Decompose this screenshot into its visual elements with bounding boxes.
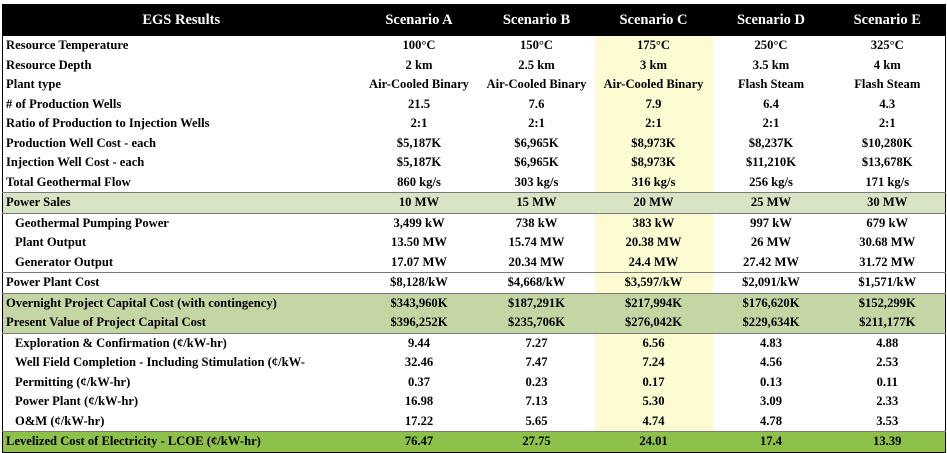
row-label: Permitting (¢/kW-hr) (15, 374, 131, 389)
cell-scenario-e: 4.3 (879, 96, 896, 111)
cell-scenario-c: $3,597/kW (595, 273, 713, 294)
cell-scenario-b: 27.75 (479, 432, 595, 453)
cell-scenario-e: 2:1 (878, 116, 896, 130)
cell-scenario-c: 2:1 (595, 114, 713, 134)
cell-scenario-a: 860 kg/s (397, 174, 441, 189)
cell-scenario-a: $8,128/kW (360, 273, 479, 294)
cell-scenario-d: 3.5 km (752, 57, 790, 72)
table-row (3, 273, 946, 294)
row-label: Geothermal Pumping Power (3, 213, 360, 233)
cell-scenario-c: 6.56 (595, 333, 713, 353)
cell-scenario-b: 7.47 (525, 355, 548, 369)
cell-scenario-e: 4.88 (830, 333, 946, 353)
cell-scenario-b: 738 kW (479, 213, 595, 233)
cell-scenario-a: 2:1 (410, 116, 428, 130)
cell-scenario-c: $8,973K (595, 134, 713, 154)
cell-scenario-e: 2.33 (876, 394, 899, 408)
cell-scenario-d: 4.56 (759, 355, 783, 369)
table-row (3, 193, 946, 214)
row-label: Power Plant (¢/kW-hr) (15, 394, 139, 408)
cell-scenario-d: $229,634K (713, 313, 830, 333)
cell-scenario-a: 9.44 (360, 333, 479, 353)
cell-scenario-e: $10,280K (861, 135, 913, 150)
cell-scenario-b: 15 MW (479, 193, 595, 214)
cell-scenario-a: $5,187K (396, 135, 442, 150)
header-scenario-d: Scenario D (713, 5, 830, 37)
cell-scenario-b: 20.34 MW (508, 254, 565, 269)
cell-scenario-e: $152,299K (830, 293, 946, 313)
cell-scenario-b: 5.65 (525, 413, 548, 428)
cell-scenario-c: 7.24 (595, 353, 713, 373)
table-body (3, 36, 946, 452)
cell-scenario-d: 3.09 (759, 394, 783, 408)
row-label: O&M (¢/kW-hr) (15, 413, 105, 428)
cell-scenario-c: $276,042K (595, 313, 713, 333)
cell-scenario-e: 4 km (873, 57, 901, 72)
cell-scenario-b: 7.6 (528, 96, 545, 111)
table-row (3, 134, 946, 154)
cell-scenario-d: 25 MW (713, 193, 830, 214)
cell-scenario-c: $217,994K (595, 293, 713, 313)
table-row (3, 95, 946, 115)
cell-scenario-c: 5.30 (595, 392, 713, 412)
row-label: Production Well Cost - each (6, 135, 156, 150)
row-label: Well Field Completion - Including Stimulation (¢/kW- (15, 355, 305, 369)
table-row (3, 75, 946, 95)
row-label: Plant type (6, 77, 61, 91)
table-row (3, 253, 946, 273)
cell-scenario-d: 26 MW (750, 235, 792, 249)
egs-results-table (2, 4, 946, 453)
row-label: # of Production Wells (6, 96, 122, 111)
row-label: Total Geothermal Flow (6, 174, 131, 189)
row-label: Power Sales (3, 193, 360, 214)
cell-scenario-e: 0.11 (876, 374, 898, 389)
row-label: Exploration & Confirmation (¢/kW-hr) (3, 333, 360, 353)
cell-scenario-c: 20.38 MW (595, 233, 713, 253)
row-label: Overnight Project Capital Cost (with contingency) (3, 293, 360, 313)
cell-scenario-c: 0.17 (595, 373, 713, 393)
cell-scenario-a: 32.46 (404, 355, 434, 369)
table-row (3, 432, 946, 453)
cell-scenario-b: $6,965K (514, 135, 559, 150)
cell-scenario-e: 679 kW (830, 213, 946, 233)
cell-scenario-c: 3 km (595, 56, 713, 76)
cell-scenario-b: $235,706K (479, 313, 595, 333)
table-row (3, 373, 946, 393)
row-label: Resource Depth (6, 57, 92, 72)
cell-scenario-d: 27.42 MW (743, 254, 799, 269)
cell-scenario-b: 150°C (519, 38, 554, 52)
cell-scenario-d: 4.78 (759, 413, 783, 428)
cell-scenario-a: 100°C (402, 38, 436, 52)
table-row (3, 333, 946, 353)
cell-scenario-a: 16.98 (404, 394, 434, 408)
table-row (3, 353, 946, 373)
cell-scenario-a: 17.22 (404, 413, 434, 428)
cell-scenario-a: 21.5 (407, 96, 431, 111)
cell-scenario-a: 0.37 (407, 374, 431, 389)
cell-scenario-c: 383 kW (595, 213, 713, 233)
cell-scenario-e: 171 kg/s (865, 174, 910, 189)
cell-scenario-b: 15.74 MW (508, 235, 565, 249)
cell-scenario-a: $396,252K (360, 313, 479, 333)
cell-scenario-c: 24.01 (595, 432, 713, 453)
cell-scenario-c: 20 MW (595, 193, 713, 214)
cell-scenario-d: $11,210K (745, 155, 797, 169)
row-label: Resource Temperature (6, 38, 129, 52)
cell-scenario-d: 17.4 (713, 432, 830, 453)
header-scenario-a: Scenario A (360, 5, 479, 37)
cell-scenario-a: 13.50 MW (391, 235, 447, 249)
cell-scenario-a: 17.07 MW (391, 254, 447, 269)
row-label: Power Plant Cost (3, 273, 360, 294)
cell-scenario-e: $13,678K (861, 155, 913, 169)
cell-scenario-a: 2 km (405, 57, 433, 72)
row-label: Levelized Cost of Electricity - LCOE (¢/kW-hr) (3, 432, 360, 453)
cell-scenario-a: 10 MW (360, 193, 479, 214)
table-row (3, 173, 946, 193)
cell-scenario-b: Air-Cooled Binary (486, 77, 587, 91)
table-row (3, 213, 946, 233)
cell-scenario-e: 30 MW (830, 193, 946, 214)
cell-scenario-b: 2.5 km (518, 57, 555, 72)
header-scenario-b: Scenario B (479, 5, 595, 37)
table-row (3, 412, 946, 432)
table-row (3, 36, 946, 56)
table-row (3, 392, 946, 412)
cell-scenario-a: 76.47 (360, 432, 479, 453)
cell-scenario-b: $4,668/kW (479, 273, 595, 294)
cell-scenario-e: Flash Steam (854, 77, 921, 91)
cell-scenario-d: 2:1 (762, 116, 780, 130)
cell-scenario-d: $8,237K (748, 135, 794, 150)
cell-scenario-b: 7.27 (479, 333, 595, 353)
row-label: Generator Output (15, 254, 114, 269)
row-label: Ratio of Production to Injection Wells (6, 116, 210, 130)
cell-scenario-c: $8,973K (595, 153, 713, 173)
header-row (3, 5, 946, 37)
cell-scenario-e: 325°C (870, 38, 904, 52)
cell-scenario-b: 0.23 (525, 374, 548, 389)
cell-scenario-e: 31.72 MW (859, 254, 916, 269)
table-row (3, 114, 946, 134)
cell-scenario-d: 997 kW (713, 213, 830, 233)
cell-scenario-d: $2,091/kW (713, 273, 830, 294)
table-row (3, 56, 946, 76)
cell-scenario-d: 0.13 (759, 374, 783, 389)
cell-scenario-a: $343,960K (360, 293, 479, 313)
cell-scenario-c: 175°C (595, 36, 713, 56)
cell-scenario-c: 316 kg/s (595, 173, 713, 193)
cell-scenario-b: $187,291K (479, 293, 595, 313)
cell-scenario-b: 7.13 (525, 394, 548, 408)
row-label: Present Value of Project Capital Cost (3, 313, 360, 333)
cell-scenario-d: 250°C (754, 38, 788, 52)
table-row (3, 313, 946, 333)
cell-scenario-c: 4.74 (595, 412, 713, 432)
cell-scenario-a: 3,499 kW (360, 213, 479, 233)
table-row (3, 233, 946, 253)
header-egs-results: EGS Results (3, 5, 360, 37)
cell-scenario-e: 3.53 (876, 413, 899, 428)
cell-scenario-e: $1,571/kW (830, 273, 946, 294)
cell-scenario-d: $176,620K (713, 293, 830, 313)
cell-scenario-e: 13.39 (830, 432, 946, 453)
header-scenario-c: Scenario C (595, 5, 713, 37)
cell-scenario-e: 30.68 MW (859, 235, 916, 249)
row-label: Plant Output (15, 235, 87, 249)
cell-scenario-e: $211,177K (830, 313, 946, 333)
cell-scenario-d: 6.4 (763, 96, 779, 111)
cell-scenario-b: 303 kg/s (514, 174, 559, 189)
cell-scenario-b: 2:1 (528, 116, 545, 130)
cell-scenario-c: 24.4 MW (595, 253, 713, 273)
cell-scenario-c: 7.9 (595, 95, 713, 115)
cell-scenario-d: Flash Steam (737, 77, 805, 91)
table-row (3, 153, 946, 173)
row-label: Injection Well Cost - each (6, 155, 145, 169)
cell-scenario-a: $5,187K (396, 155, 442, 169)
cell-scenario-d: 256 kg/s (749, 174, 793, 189)
cell-scenario-a: Air-Cooled Binary (369, 77, 469, 91)
cell-scenario-c: Air-Cooled Binary (595, 75, 713, 95)
cell-scenario-e: 2.53 (876, 355, 899, 369)
table-row (3, 293, 946, 313)
cell-scenario-b: $6,965K (514, 155, 559, 169)
header-scenario-e: Scenario E (830, 5, 946, 37)
cell-scenario-d: 4.83 (713, 333, 830, 353)
